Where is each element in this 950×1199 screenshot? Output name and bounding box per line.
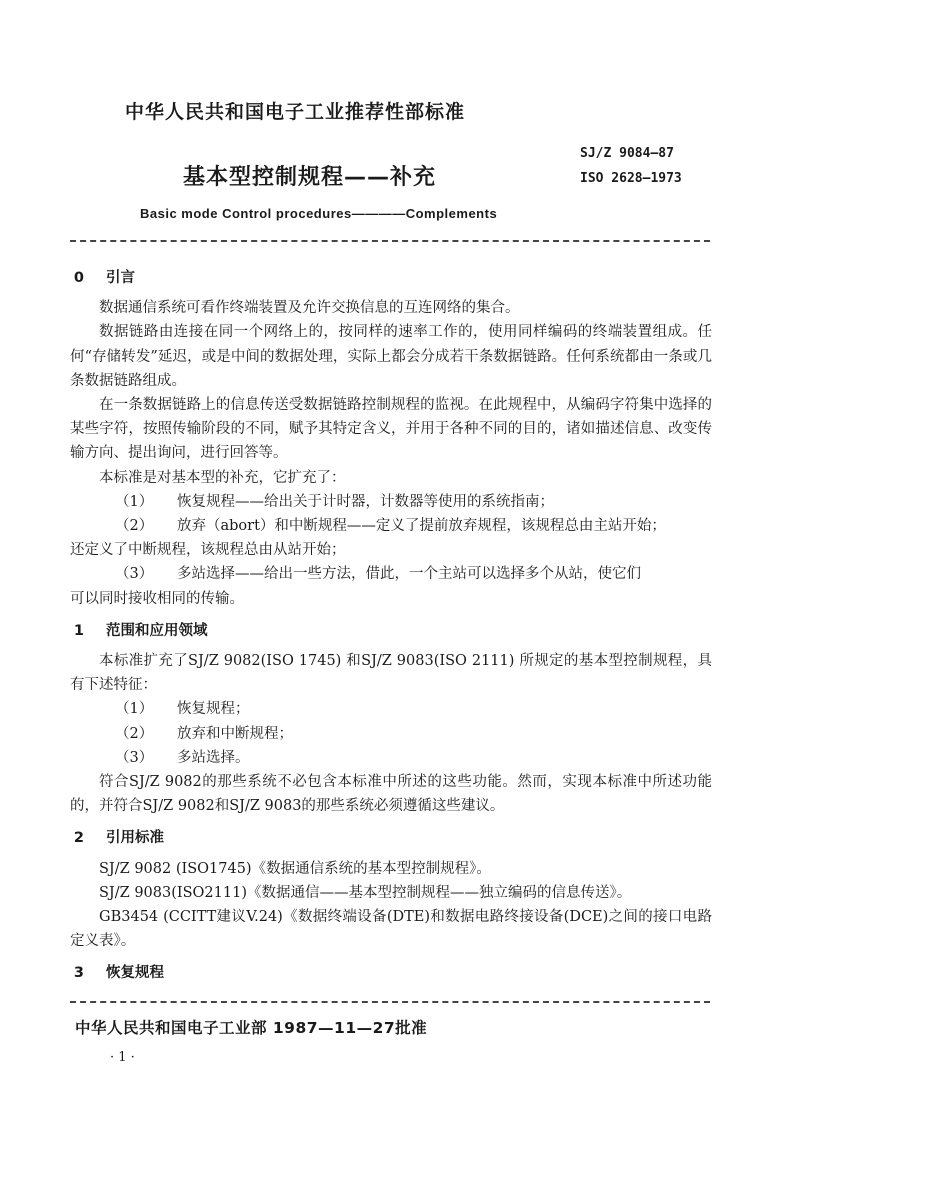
iso-number: ISO 2628—1973 [580, 171, 682, 186]
footer-divider [70, 1001, 710, 1003]
list-item-continuation: 可以同时接收相同的传输。 [70, 590, 244, 607]
reference-item: SJ/Z 9083(ISO2111)《数据通信——基本型控制规程——独立编码的信息传送》。 [99, 884, 632, 901]
list-item: （1） 恢复规程——给出关于计时器，计数器等使用的系统指南； [115, 493, 554, 510]
paragraph: 在一条数据链路上的信息传送受数据链路控制规程的监视。在此规程中，从编码字符集中选择的某些字符，按照传输阶段的不同，赋予其特定含义，并用于各种不同的目的，诸如描述信息、改变传输方向、提出询问，进行回答等。 [70, 397, 712, 462]
reference-item: GB3454 (CCITT建议V.24)《数据终端设备(DTE)和数据电路终接设备(DCE)之间的接口电路定义表》。 [70, 909, 712, 950]
reference-item: SJ/Z 9082 (ISO1745)《数据通信系统的基本型控制规程》。 [99, 860, 491, 877]
section-heading: 1 范围和应用领域 [73, 622, 208, 639]
approval-line: 中华人民共和国电子工业部 1987—11—27批准 [75, 1019, 428, 1037]
section-heading: 2 引用标准 [73, 830, 164, 847]
english-title: Basic mode Control procedures————Complements [140, 206, 498, 221]
list-item: （2） 放弃和中断规程； [115, 725, 293, 742]
list-item-continuation: 还定义了中断规程，该规程总由从站开始； [70, 542, 346, 559]
issuing-organization: 中华人民共和国电子工业推荐性部标准 [125, 101, 466, 123]
paragraph: 符合SJ/Z 9082的那些系统不必包含本标准中所述的这些功能。然而，实现本标准中所述功能的，并符合SJ/Z 9082和SJ/Z 9083的那些系统必须遵循这些建议。 [70, 774, 712, 815]
list-item: （3） 多站选择。 [115, 749, 250, 766]
section-heading: 3 恢复规程 [73, 965, 164, 982]
paragraph: 本标准扩充了SJ/Z 9082(ISO 1745) 和SJ/Z 9083(ISO 2111) 所规定的基本型控制规程，具有下述特征： [70, 653, 712, 694]
paragraph: 数据链路由连接在同一个网络上的，按同样的速率工作的，使用同样编码的终端装置组成。任何“存储转发”延迟，或是中间的数据处理，实际上都会分成若干条数据链路。任何系统都由一条或几条数据链路组成。 [70, 324, 712, 389]
paragraph: 数据通信系统可看作终端装置及允许交换信息的互连网络的集合。 [99, 300, 520, 317]
document-title: 基本型控制规程——补充 [183, 165, 437, 190]
header-divider [70, 240, 710, 242]
list-item: （2） 放弃（abort）和中断规程——定义了提前放弃规程，该规程总由主站开始； [115, 518, 666, 535]
list-item: （3） 多站选择——给出一些方法，借此，一个主站可以选择多个从站，使它们 [115, 566, 641, 583]
standard-number: SJ/Z 9084—87 [580, 146, 674, 161]
page-number: · 1 · [110, 1050, 135, 1065]
document-body [70, 258, 712, 992]
list-item: （1） 恢复规程； [115, 701, 250, 718]
section-heading: 0 引言 [73, 270, 135, 286]
paragraph: 本标准是对基本型的补充，它扩充了： [99, 469, 346, 486]
